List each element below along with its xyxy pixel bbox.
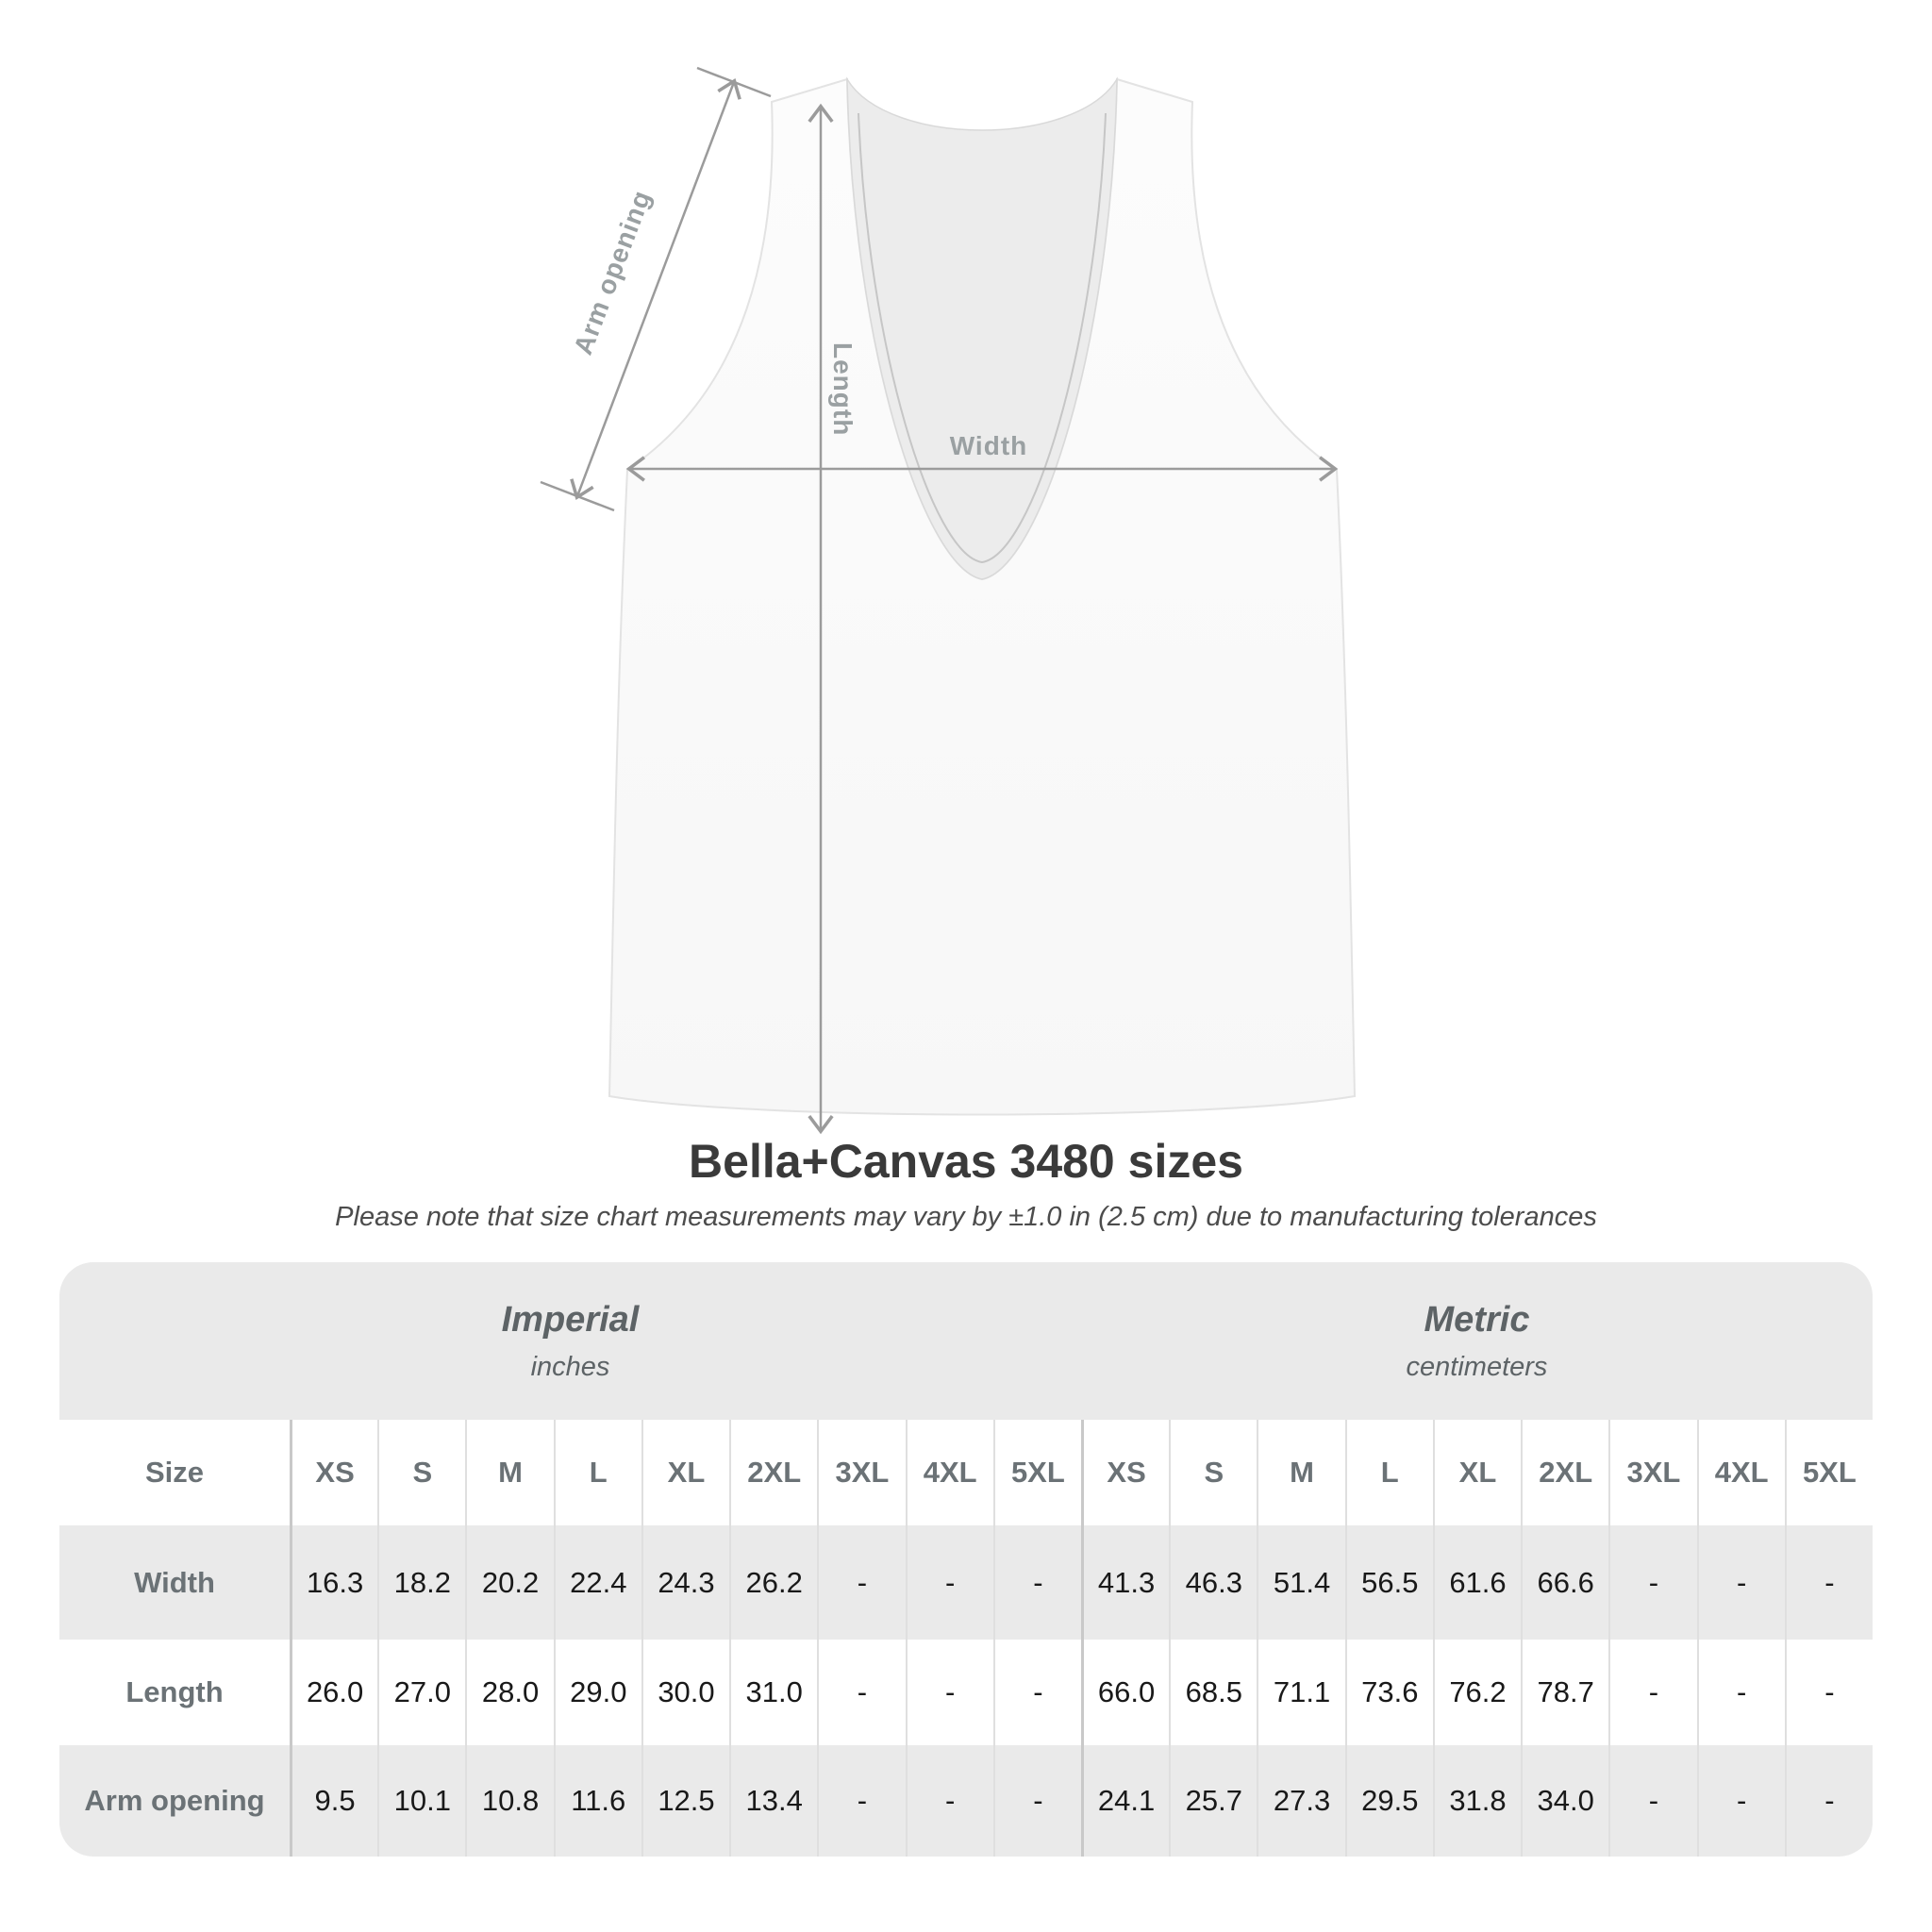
row-label: Arm opening [84,1784,265,1817]
value-cell: 24.3 [641,1525,729,1640]
size-col-l-metric: L [1345,1420,1433,1525]
metric-unit-label: centimeters [1406,1351,1548,1382]
value-cell: - [993,1640,1081,1745]
size-col-5xl-metric: 5XL [1785,1420,1873,1525]
value-cell: 25.7 [1169,1745,1257,1857]
value-cell: 31.8 [1433,1745,1521,1857]
value-cell: 31.0 [729,1640,817,1745]
value-cell: 30.0 [641,1640,729,1745]
value-cell: 78.7 [1521,1640,1608,1745]
value-cell: - [906,1525,993,1640]
value-cell: 22.4 [554,1525,641,1640]
value-cell: 56.5 [1345,1525,1433,1640]
value-cell: 76.2 [1433,1640,1521,1745]
value-cell: - [1697,1525,1785,1640]
value-cell: 27.0 [377,1640,465,1745]
value-cell: 34.0 [1521,1745,1608,1857]
value-cell: 20.2 [465,1525,553,1640]
value-cell: 29.0 [554,1640,641,1745]
arm-opening-tick-bottom [541,482,614,510]
value-cell: 11.6 [554,1745,641,1857]
value-cell: - [1697,1745,1785,1857]
size-col-xs-imperial: XS [290,1420,377,1525]
value-cell: 71.1 [1257,1640,1344,1745]
size-col-s-metric: S [1169,1420,1257,1525]
size-header-row [59,1420,1873,1525]
size-col-xl-metric: XL [1433,1420,1521,1525]
row-label: Width [134,1565,215,1599]
measurement-row [59,1745,1873,1857]
value-cell: 12.5 [641,1745,729,1857]
value-cell: 29.5 [1345,1745,1433,1857]
width-label: Width [949,431,1028,460]
size-col-xl-imperial: XL [641,1420,729,1525]
value-cell: - [817,1745,905,1857]
value-cell: - [817,1640,905,1745]
value-cell: 51.4 [1257,1525,1344,1640]
value-cell: 28.0 [465,1640,553,1745]
value-cell: - [817,1525,905,1640]
value-cell: 61.6 [1433,1525,1521,1640]
value-cell: - [1697,1640,1785,1745]
arm-opening-label: Arm opening [568,186,658,359]
value-cell: 73.6 [1345,1640,1433,1745]
tolerance-note: Please note that size chart measurements may vary by ±1.0 in (2.5 cm) due to manufacturing tolerances [335,1202,1597,1232]
tank-top-illustration [415,38,1509,1141]
row-label: Length [125,1675,224,1708]
length-label: Length [828,342,858,437]
unit-system-header-band [59,1262,1873,1420]
value-cell: 10.8 [465,1745,553,1857]
value-cell: - [993,1745,1081,1857]
measurement-row [59,1640,1873,1745]
value-cell: 41.3 [1081,1525,1169,1640]
size-col-3xl-metric: 3XL [1608,1420,1696,1525]
size-column-header: Size [144,1456,205,1489]
value-cell: 46.3 [1169,1525,1257,1640]
imperial-unit-label: inches [530,1351,610,1382]
metric-label: Metric [1424,1299,1530,1340]
size-table [59,1262,1873,1857]
value-cell: 66.0 [1081,1640,1169,1745]
arm-opening-tick-top [697,68,771,96]
value-cell: 13.4 [729,1745,817,1857]
size-col-m-metric: M [1257,1420,1344,1525]
value-cell: - [1785,1525,1873,1640]
value-cell: 24.1 [1081,1745,1169,1857]
size-col-2xl-imperial: 2XL [729,1420,817,1525]
measurement-row [59,1525,1873,1640]
value-cell: - [1785,1640,1873,1745]
metric-section-header [1081,1262,1873,1420]
value-cell: 10.1 [377,1745,465,1857]
value-cell: 66.6 [1521,1525,1608,1640]
size-col-4xl-imperial: 4XL [906,1420,993,1525]
size-col-xs-metric: XS [1081,1420,1169,1525]
size-col-4xl-metric: 4XL [1697,1420,1785,1525]
value-cell: - [1608,1640,1696,1745]
value-cell: 26.0 [290,1640,377,1745]
value-cell: - [1785,1745,1873,1857]
value-cell: - [1608,1745,1696,1857]
value-cell: - [906,1745,993,1857]
value-cell: 26.2 [729,1525,817,1640]
value-cell: 18.2 [377,1525,465,1640]
value-cell: - [1608,1525,1696,1640]
size-col-l-imperial: L [554,1420,641,1525]
value-cell: 68.5 [1169,1640,1257,1745]
value-cell: - [906,1640,993,1745]
size-col-s-imperial: S [377,1420,465,1525]
size-col-3xl-imperial: 3XL [817,1420,905,1525]
imperial-label: Imperial [501,1299,640,1340]
page-title: Bella+Canvas 3480 sizes [689,1135,1243,1188]
size-table-rows [59,1420,1873,1857]
size-col-2xl-metric: 2XL [1521,1420,1608,1525]
value-cell: - [993,1525,1081,1640]
value-cell: 9.5 [290,1745,377,1857]
size-col-5xl-imperial: 5XL [993,1420,1081,1525]
imperial-section-header [59,1262,1081,1420]
value-cell: 16.3 [290,1525,377,1640]
size-col-m-imperial: M [465,1420,553,1525]
value-cell: 27.3 [1257,1745,1344,1857]
